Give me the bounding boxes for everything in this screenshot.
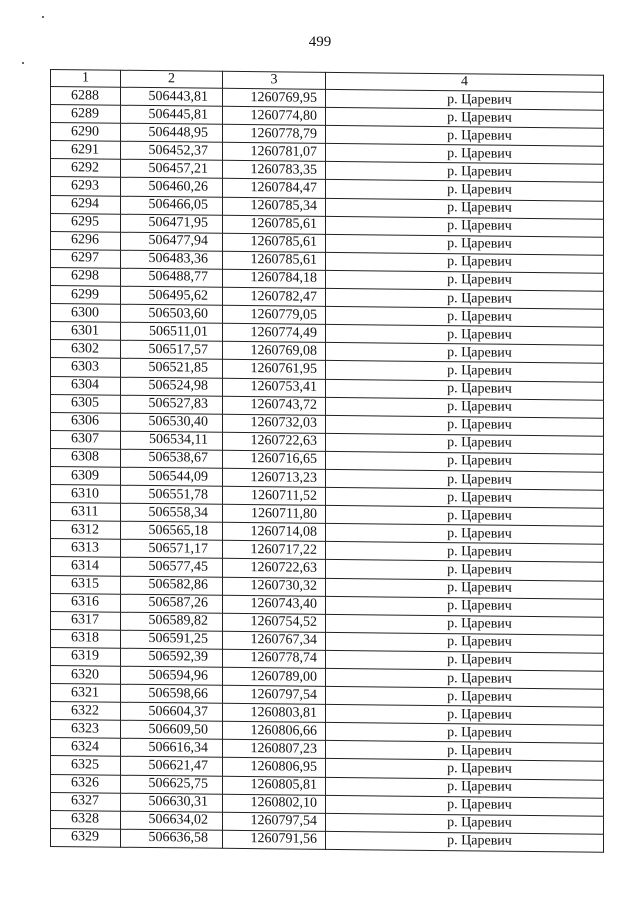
description-cell: р. Царевич — [326, 542, 604, 563]
description-cell: р. Царевич — [326, 560, 604, 581]
x-coordinate-cell: 506565,18 — [121, 521, 223, 540]
x-coordinate-cell: 506598,66 — [121, 684, 223, 703]
point-number-cell: 6311 — [51, 503, 121, 522]
y-coordinate-cell: 1260806,66 — [223, 722, 326, 741]
description-cell: р. Царевич — [326, 596, 604, 617]
description-cell: р. Царевич — [326, 451, 604, 472]
table-body — [51, 87, 604, 853]
x-coordinate-cell: 506577,45 — [121, 558, 223, 577]
x-coordinate-cell: 506587,26 — [121, 594, 223, 613]
description-cell: р. Царевич — [326, 252, 604, 273]
x-coordinate-cell: 506530,40 — [121, 413, 223, 432]
y-coordinate-cell: 1260782,47 — [223, 287, 326, 306]
y-coordinate-cell: 1260743,72 — [223, 396, 326, 415]
description-cell: р. Царевич — [326, 288, 604, 309]
description-cell: р. Царевич — [326, 180, 604, 201]
point-number-cell: 6305 — [51, 394, 121, 413]
description-cell: р. Царевич — [326, 469, 604, 490]
x-coordinate-cell: 506630,31 — [121, 793, 223, 812]
x-coordinate-cell: 506582,86 — [121, 576, 223, 595]
point-number-cell: 6310 — [51, 485, 121, 504]
x-coordinate-cell: 506471,95 — [121, 214, 223, 233]
y-coordinate-cell: 1260789,00 — [223, 667, 326, 686]
description-cell: р. Царевич — [326, 813, 604, 834]
point-number-cell: 6308 — [51, 448, 121, 467]
point-number-cell: 6326 — [51, 774, 121, 793]
y-coordinate-cell: 1260711,52 — [223, 486, 326, 505]
y-coordinate-cell: 1260778,74 — [223, 649, 326, 668]
y-coordinate-cell: 1260774,80 — [223, 106, 326, 125]
point-number-cell: 6291 — [51, 141, 121, 160]
description-cell: р. Царевич — [326, 668, 604, 689]
x-coordinate-cell: 506594,96 — [121, 666, 223, 685]
point-number-cell: 6323 — [51, 720, 121, 739]
point-number-cell: 6304 — [51, 376, 121, 395]
point-number-cell: 6295 — [51, 213, 121, 232]
x-coordinate-cell: 506527,83 — [121, 395, 223, 414]
x-coordinate-cell: 506445,81 — [121, 105, 223, 124]
description-cell: р. Царевич — [326, 361, 604, 382]
point-number-cell: 6324 — [51, 738, 121, 757]
point-number-cell: 6325 — [51, 756, 121, 775]
x-coordinate-cell: 506517,57 — [121, 341, 223, 360]
description-cell: р. Царевич — [326, 89, 604, 110]
coordinates-table — [50, 69, 604, 853]
description-cell: р. Царевич — [326, 795, 604, 816]
point-number-cell: 6328 — [51, 810, 121, 829]
column-header: 2 — [121, 70, 223, 88]
x-coordinate-cell: 506511,01 — [121, 322, 223, 341]
y-coordinate-cell: 1260716,65 — [223, 450, 326, 469]
x-coordinate-cell: 506592,39 — [121, 648, 223, 667]
y-coordinate-cell: 1260781,07 — [223, 143, 326, 162]
y-coordinate-cell: 1260779,05 — [223, 305, 326, 324]
point-number-cell: 6314 — [51, 557, 121, 576]
x-coordinate-cell: 506558,34 — [121, 503, 223, 522]
point-number-cell: 6315 — [51, 575, 121, 594]
scan-speck — [22, 62, 24, 64]
y-coordinate-cell: 1260769,08 — [223, 342, 326, 361]
point-number-cell: 6299 — [51, 286, 121, 305]
y-coordinate-cell: 1260785,34 — [223, 197, 326, 216]
y-coordinate-cell: 1260791,56 — [223, 830, 326, 849]
y-coordinate-cell: 1260769,95 — [223, 88, 326, 107]
point-number-cell: 6316 — [51, 593, 121, 612]
x-coordinate-cell: 506452,37 — [121, 142, 223, 161]
y-coordinate-cell: 1260713,23 — [223, 468, 326, 487]
y-coordinate-cell: 1260805,81 — [223, 776, 326, 795]
x-coordinate-cell: 506625,75 — [121, 775, 223, 794]
description-cell: р. Царевич — [326, 216, 604, 237]
y-coordinate-cell: 1260743,40 — [223, 595, 326, 614]
y-coordinate-cell: 1260761,95 — [223, 360, 326, 379]
point-number-cell: 6309 — [51, 466, 121, 485]
description-cell: р. Царевич — [326, 723, 604, 744]
description-cell: р. Царевич — [326, 777, 604, 798]
description-cell: р. Царевич — [326, 379, 604, 400]
point-number-cell: 6293 — [51, 177, 121, 196]
description-cell: р. Царевич — [326, 759, 604, 780]
y-coordinate-cell: 1260785,61 — [223, 215, 326, 234]
x-coordinate-cell: 506616,34 — [121, 739, 223, 758]
x-coordinate-cell: 506621,47 — [121, 757, 223, 776]
description-cell: р. Царевич — [326, 487, 604, 508]
y-coordinate-cell: 1260711,80 — [223, 504, 326, 523]
x-coordinate-cell: 506634,02 — [121, 811, 223, 830]
point-number-cell: 6322 — [51, 702, 121, 721]
y-coordinate-cell: 1260732,03 — [223, 414, 326, 433]
description-cell: р. Царевич — [326, 397, 604, 418]
point-number-cell: 6312 — [51, 521, 121, 540]
x-coordinate-cell: 506636,58 — [121, 829, 223, 848]
point-number-cell: 6302 — [51, 340, 121, 359]
scan-speck — [42, 16, 44, 18]
y-coordinate-cell: 1260767,34 — [223, 631, 326, 650]
point-number-cell: 6288 — [51, 87, 121, 106]
description-cell: р. Царевич — [326, 433, 604, 454]
point-number-cell: 6296 — [51, 231, 121, 250]
x-coordinate-cell: 506443,81 — [121, 87, 223, 106]
point-number-cell: 6301 — [51, 322, 121, 341]
x-coordinate-cell: 506503,60 — [121, 304, 223, 323]
page-number: 499 — [308, 34, 332, 50]
x-coordinate-cell: 506551,78 — [121, 485, 223, 504]
y-coordinate-cell: 1260754,52 — [223, 613, 326, 632]
point-number-cell: 6294 — [51, 195, 121, 214]
y-coordinate-cell: 1260784,47 — [223, 179, 326, 198]
y-coordinate-cell: 1260785,61 — [223, 251, 326, 270]
description-cell: р. Царевич — [326, 234, 604, 255]
column-header: 3 — [223, 71, 326, 89]
column-header: 1 — [51, 70, 121, 88]
point-number-cell: 6319 — [51, 647, 121, 666]
y-coordinate-cell: 1260774,49 — [223, 324, 326, 343]
description-cell: р. Царевич — [326, 741, 604, 762]
x-coordinate-cell: 506460,26 — [121, 178, 223, 197]
point-number-cell: 6327 — [51, 792, 121, 811]
y-coordinate-cell: 1260778,79 — [223, 124, 326, 143]
description-cell: р. Царевич — [326, 144, 604, 165]
description-cell: р. Царевич — [326, 632, 604, 653]
y-coordinate-cell: 1260797,54 — [223, 685, 326, 704]
point-number-cell: 6313 — [51, 539, 121, 558]
point-number-cell: 6318 — [51, 629, 121, 648]
description-cell: р. Царевич — [326, 524, 604, 545]
x-coordinate-cell: 506571,17 — [121, 540, 223, 559]
point-number-cell: 6321 — [51, 684, 121, 703]
point-number-cell: 6303 — [51, 358, 121, 377]
description-cell: р. Царевич — [326, 343, 604, 364]
y-coordinate-cell: 1260784,18 — [223, 269, 326, 288]
description-cell: р. Царевич — [326, 831, 604, 852]
y-coordinate-cell: 1260783,35 — [223, 161, 326, 180]
description-cell: р. Царевич — [326, 162, 604, 183]
x-coordinate-cell: 506483,36 — [121, 250, 223, 269]
x-coordinate-cell: 506466,05 — [121, 196, 223, 215]
y-coordinate-cell: 1260797,54 — [223, 812, 326, 831]
y-coordinate-cell: 1260714,08 — [223, 523, 326, 542]
point-number-cell: 6320 — [51, 666, 121, 685]
description-cell: р. Царевич — [326, 325, 604, 346]
x-coordinate-cell: 506488,77 — [121, 268, 223, 287]
description-cell: р. Царевич — [326, 578, 604, 599]
x-coordinate-cell: 506524,98 — [121, 377, 223, 396]
point-number-cell: 6306 — [51, 412, 121, 431]
point-number-cell: 6329 — [51, 828, 121, 847]
y-coordinate-cell: 1260730,32 — [223, 577, 326, 596]
x-coordinate-cell: 506604,37 — [121, 702, 223, 721]
x-coordinate-cell: 506544,09 — [121, 467, 223, 486]
description-cell: р. Царевич — [326, 506, 604, 527]
y-coordinate-cell: 1260806,95 — [223, 758, 326, 777]
y-coordinate-cell: 1260803,81 — [223, 703, 326, 722]
y-coordinate-cell: 1260722,63 — [223, 559, 326, 578]
point-number-cell: 6307 — [51, 430, 121, 449]
x-coordinate-cell: 506477,94 — [121, 232, 223, 251]
y-coordinate-cell: 1260717,22 — [223, 541, 326, 560]
x-coordinate-cell: 506448,95 — [121, 123, 223, 142]
description-cell: р. Царевич — [326, 126, 604, 147]
x-coordinate-cell: 506534,11 — [121, 431, 223, 450]
description-cell: р. Царевич — [326, 307, 604, 328]
column-header: 4 — [326, 72, 604, 92]
point-number-cell: 6297 — [51, 249, 121, 268]
y-coordinate-cell: 1260802,10 — [223, 794, 326, 813]
point-number-cell: 6300 — [51, 304, 121, 323]
y-coordinate-cell: 1260722,63 — [223, 432, 326, 451]
y-coordinate-cell: 1260753,41 — [223, 378, 326, 397]
point-number-cell: 6317 — [51, 611, 121, 630]
x-coordinate-cell: 506609,50 — [121, 721, 223, 740]
x-coordinate-cell: 506521,85 — [121, 359, 223, 378]
point-number-cell: 6292 — [51, 159, 121, 178]
description-cell: р. Царевич — [326, 415, 604, 436]
x-coordinate-cell: 506495,62 — [121, 286, 223, 305]
description-cell: р. Царевич — [326, 270, 604, 291]
x-coordinate-cell: 506538,67 — [121, 449, 223, 468]
y-coordinate-cell: 1260807,23 — [223, 740, 326, 759]
x-coordinate-cell: 506589,82 — [121, 612, 223, 631]
description-cell: р. Царевич — [326, 686, 604, 707]
point-number-cell: 6289 — [51, 105, 121, 124]
description-cell: р. Царевич — [326, 198, 604, 219]
point-number-cell: 6290 — [51, 123, 121, 142]
x-coordinate-cell: 506591,25 — [121, 630, 223, 649]
description-cell: р. Царевич — [326, 705, 604, 726]
y-coordinate-cell: 1260785,61 — [223, 233, 326, 252]
description-cell: р. Царевич — [326, 650, 604, 671]
description-cell: р. Царевич — [326, 614, 604, 635]
point-number-cell: 6298 — [51, 267, 121, 286]
description-cell: р. Царевич — [326, 107, 604, 128]
x-coordinate-cell: 506457,21 — [121, 160, 223, 179]
